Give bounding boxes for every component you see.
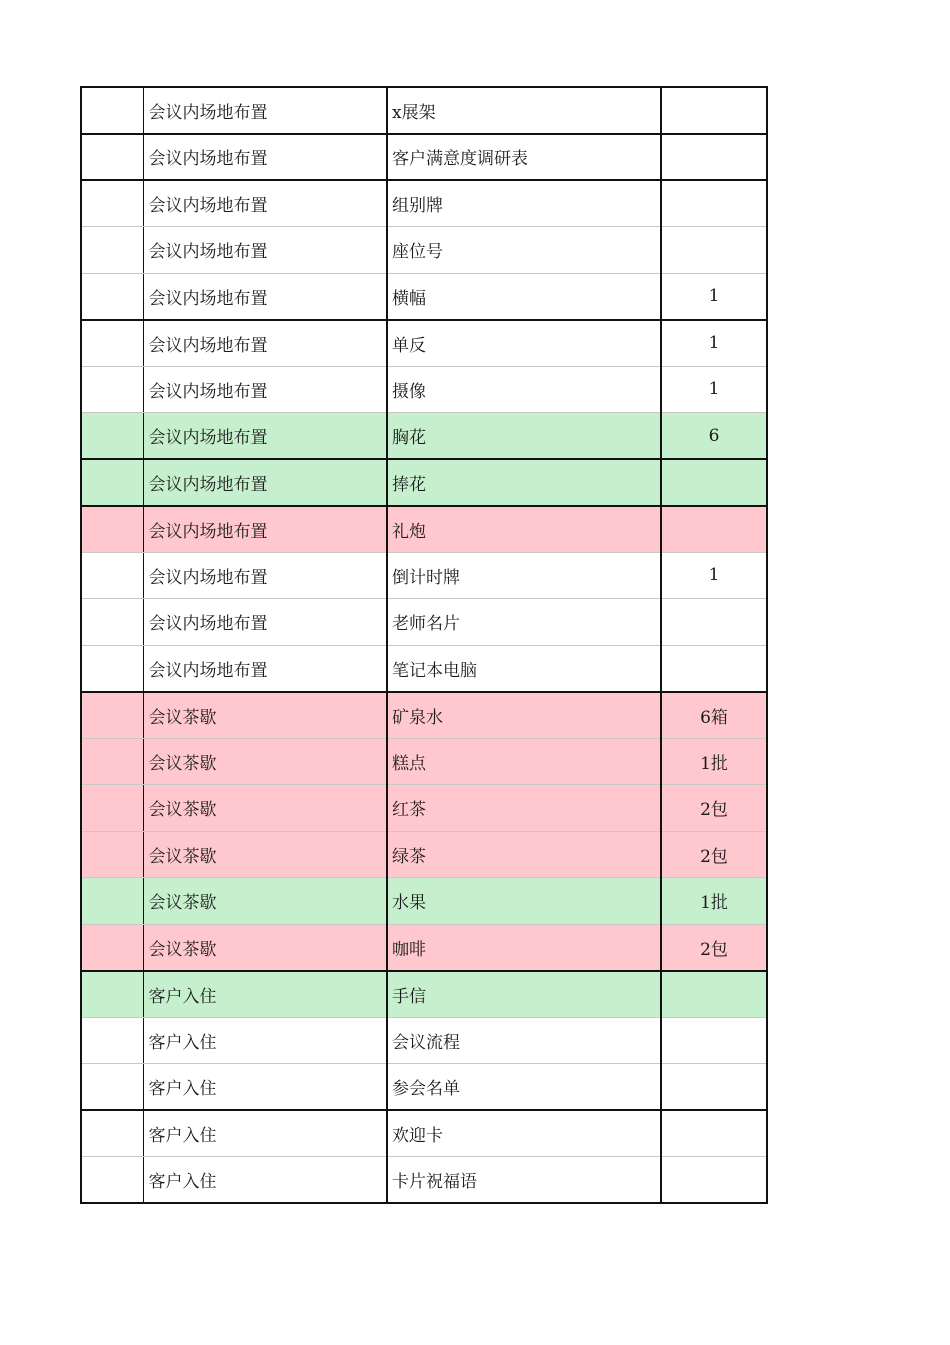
- item-cell[interactable]: 欢迎卡: [387, 1110, 661, 1157]
- quantity-cell[interactable]: 6箱: [661, 692, 767, 739]
- blank-cell[interactable]: [81, 878, 143, 925]
- table-row: [81, 506, 767, 553]
- category-cell[interactable]: 会议茶歇: [143, 878, 387, 925]
- blank-cell[interactable]: [81, 320, 143, 367]
- table-row: [81, 552, 767, 599]
- blank-cell[interactable]: [81, 506, 143, 553]
- table-row: [81, 924, 767, 971]
- table-row: [81, 87, 767, 134]
- category-cell[interactable]: 客户入住: [143, 1157, 387, 1204]
- quantity-cell[interactable]: 1: [661, 552, 767, 599]
- table-row: [81, 459, 767, 506]
- quantity-cell[interactable]: [661, 506, 767, 553]
- blank-cell[interactable]: [81, 971, 143, 1018]
- blank-cell[interactable]: [81, 599, 143, 646]
- category-cell[interactable]: 会议茶歇: [143, 785, 387, 832]
- category-cell[interactable]: 会议茶歇: [143, 692, 387, 739]
- item-cell[interactable]: 捧花: [387, 459, 661, 506]
- table-row: [81, 971, 767, 1018]
- quantity-cell[interactable]: [661, 134, 767, 181]
- blank-cell[interactable]: [81, 692, 143, 739]
- quantity-cell[interactable]: 2包: [661, 831, 767, 878]
- table-row: [81, 831, 767, 878]
- category-cell[interactable]: 会议内场地布置: [143, 320, 387, 367]
- item-cell[interactable]: 横幅: [387, 273, 661, 320]
- table-row: [81, 785, 767, 832]
- table-row: [81, 599, 767, 646]
- blank-cell[interactable]: [81, 738, 143, 785]
- item-cell[interactable]: 礼炮: [387, 506, 661, 553]
- table-row: [81, 1017, 767, 1064]
- category-cell[interactable]: 会议内场地布置: [143, 552, 387, 599]
- item-cell[interactable]: 绿茶: [387, 831, 661, 878]
- quantity-cell[interactable]: [661, 459, 767, 506]
- blank-cell[interactable]: [81, 552, 143, 599]
- category-cell[interactable]: 客户入住: [143, 1064, 387, 1111]
- item-cell[interactable]: 客户满意度调研表: [387, 134, 661, 181]
- quantity-cell[interactable]: [661, 971, 767, 1018]
- table-row: [81, 320, 767, 367]
- item-cell[interactable]: 笔记本电脑: [387, 645, 661, 692]
- quantity-cell[interactable]: [661, 599, 767, 646]
- item-cell[interactable]: 摄像: [387, 366, 661, 413]
- blank-cell[interactable]: [81, 924, 143, 971]
- item-cell[interactable]: 红茶: [387, 785, 661, 832]
- category-cell[interactable]: 会议内场地布置: [143, 645, 387, 692]
- table-row: [81, 1064, 767, 1111]
- quantity-cell[interactable]: 1: [661, 320, 767, 367]
- category-cell[interactable]: 客户入住: [143, 1110, 387, 1157]
- category-cell[interactable]: 客户入住: [143, 971, 387, 1018]
- quantity-cell[interactable]: [661, 87, 767, 134]
- quantity-cell[interactable]: [661, 227, 767, 274]
- category-cell[interactable]: 会议内场地布置: [143, 273, 387, 320]
- checklist-body: [81, 87, 767, 1203]
- category-cell[interactable]: 会议茶歇: [143, 831, 387, 878]
- blank-cell[interactable]: [81, 1110, 143, 1157]
- item-cell[interactable]: 组别牌: [387, 180, 661, 227]
- table-row: [81, 180, 767, 227]
- blank-cell[interactable]: [81, 1157, 143, 1204]
- table-row: [81, 1110, 767, 1157]
- category-cell[interactable]: 会议内场地布置: [143, 87, 387, 134]
- item-cell[interactable]: 手信: [387, 971, 661, 1018]
- quantity-cell[interactable]: 1: [661, 273, 767, 320]
- quantity-cell[interactable]: [661, 1157, 767, 1204]
- table-row: [81, 134, 767, 181]
- quantity-cell[interactable]: [661, 180, 767, 227]
- table-row: [81, 878, 767, 925]
- quantity-cell[interactable]: 1: [661, 366, 767, 413]
- blank-cell[interactable]: [81, 1017, 143, 1064]
- blank-cell[interactable]: [81, 645, 143, 692]
- quantity-cell[interactable]: 2包: [661, 785, 767, 832]
- table-row: [81, 413, 767, 460]
- blank-cell[interactable]: [81, 273, 143, 320]
- item-cell[interactable]: 座位号: [387, 227, 661, 274]
- item-cell[interactable]: 胸花: [387, 413, 661, 460]
- category-cell[interactable]: 客户入住: [143, 1017, 387, 1064]
- checklist-table: [80, 86, 768, 1204]
- table-row: [81, 227, 767, 274]
- item-cell[interactable]: 参会名单: [387, 1064, 661, 1111]
- item-cell[interactable]: 卡片祝福语: [387, 1157, 661, 1204]
- blank-cell[interactable]: [81, 785, 143, 832]
- category-cell[interactable]: 会议茶歇: [143, 924, 387, 971]
- blank-cell[interactable]: [81, 831, 143, 878]
- blank-cell[interactable]: [81, 459, 143, 506]
- blank-cell[interactable]: [81, 180, 143, 227]
- category-cell[interactable]: 会议内场地布置: [143, 599, 387, 646]
- quantity-cell[interactable]: [661, 1017, 767, 1064]
- table-row: [81, 738, 767, 785]
- table-row: [81, 366, 767, 413]
- category-cell[interactable]: 会议内场地布置: [143, 413, 387, 460]
- quantity-cell[interactable]: 1批: [661, 878, 767, 925]
- item-cell[interactable]: 糕点: [387, 738, 661, 785]
- item-cell[interactable]: 水果: [387, 878, 661, 925]
- category-cell[interactable]: 会议内场地布置: [143, 459, 387, 506]
- quantity-cell[interactable]: [661, 1064, 767, 1111]
- quantity-cell[interactable]: 1批: [661, 738, 767, 785]
- item-cell[interactable]: 老师名片: [387, 599, 661, 646]
- item-cell[interactable]: 会议流程: [387, 1017, 661, 1064]
- quantity-cell[interactable]: [661, 645, 767, 692]
- quantity-cell[interactable]: 6: [661, 413, 767, 460]
- blank-cell[interactable]: [81, 134, 143, 181]
- item-cell[interactable]: 单反: [387, 320, 661, 367]
- table-row: [81, 645, 767, 692]
- category-cell[interactable]: 会议内场地布置: [143, 134, 387, 181]
- table-row: [81, 692, 767, 739]
- quantity-cell[interactable]: 2包: [661, 924, 767, 971]
- blank-cell[interactable]: [81, 87, 143, 134]
- blank-cell[interactable]: [81, 413, 143, 460]
- blank-cell[interactable]: [81, 227, 143, 274]
- category-cell[interactable]: 会议茶歇: [143, 738, 387, 785]
- category-cell[interactable]: 会议内场地布置: [143, 506, 387, 553]
- item-cell[interactable]: 咖啡: [387, 924, 661, 971]
- blank-cell[interactable]: [81, 1064, 143, 1111]
- item-cell[interactable]: 矿泉水: [387, 692, 661, 739]
- quantity-cell[interactable]: [661, 1110, 767, 1157]
- item-cell[interactable]: x展架: [387, 87, 661, 134]
- blank-cell[interactable]: [81, 366, 143, 413]
- table-row: [81, 1157, 767, 1204]
- category-cell[interactable]: 会议内场地布置: [143, 227, 387, 274]
- category-cell[interactable]: 会议内场地布置: [143, 180, 387, 227]
- category-cell[interactable]: 会议内场地布置: [143, 366, 387, 413]
- table-row: [81, 273, 767, 320]
- item-cell[interactable]: 倒计时牌: [387, 552, 661, 599]
